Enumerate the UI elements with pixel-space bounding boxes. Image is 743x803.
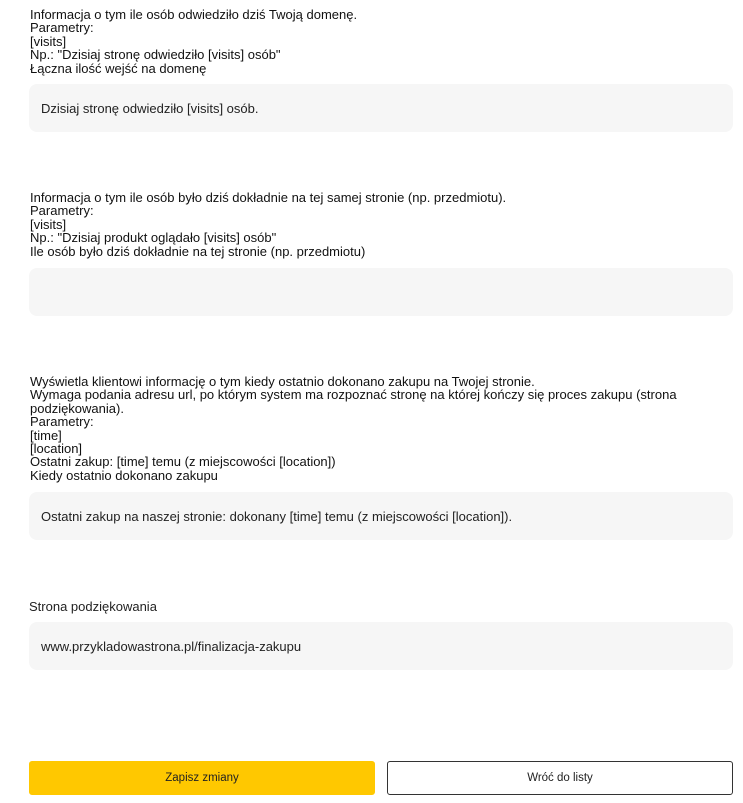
save-button[interactable]: Zapisz zmiany	[29, 761, 375, 795]
description-line: Ostatni zakup: [time] temu (z miejscowości [location])	[30, 454, 336, 470]
last-purchase-description	[30, 375, 713, 482]
description-line: [time]	[30, 427, 62, 443]
visits-page-description	[30, 191, 713, 258]
visits-domain-description	[30, 8, 713, 75]
description-line: Łączna ilość wejść na domenę	[30, 60, 207, 76]
thank-you-page-label: Strona podziękowania	[29, 599, 157, 614]
description-line: Np.: "Dzisiaj stronę odwiedziło [visits] osób"	[30, 47, 281, 63]
visits-domain-input[interactable]	[29, 84, 733, 132]
description-line: Parametry:	[30, 414, 94, 430]
description-line: [visits]	[30, 33, 67, 49]
description-line: Parametry:	[30, 20, 94, 36]
description-line: Ile osób było dziś dokładnie na tej stronie (np. przedmiotu)	[30, 243, 366, 259]
description-line: Parametry:	[30, 203, 94, 219]
last-purchase-input[interactable]	[29, 492, 733, 540]
back-to-list-button[interactable]: Wróć do listy	[387, 761, 733, 795]
description-line: [location]	[30, 441, 83, 457]
description-line: Kiedy ostatnio dokonano zakupu	[30, 467, 218, 483]
description-line: Wyświetla klientowi informację o tym kiedy ostatnio dokonano zakupu na Twojej stronie.	[30, 374, 535, 389]
visits-page-input[interactable]	[29, 268, 733, 316]
description-line: Informacja o tym ile osób było dziś dokładnie na tej samej stronie (np. przedmiotu).	[30, 190, 507, 205]
description-line: Informacja o tym ile osób odwiedziło dziś Twoją domenę.	[30, 7, 358, 22]
description-line: Wymaga podania adresu url, po którym system ma rozpoznać stronę na której kończy się proces zakupu (strona podziękowania).	[30, 387, 677, 416]
thank-you-page-input[interactable]	[29, 622, 733, 670]
description-line: [visits]	[30, 216, 67, 232]
description-line: Np.: "Dzisiaj produkt oglądało [visits] osób"	[30, 230, 277, 246]
